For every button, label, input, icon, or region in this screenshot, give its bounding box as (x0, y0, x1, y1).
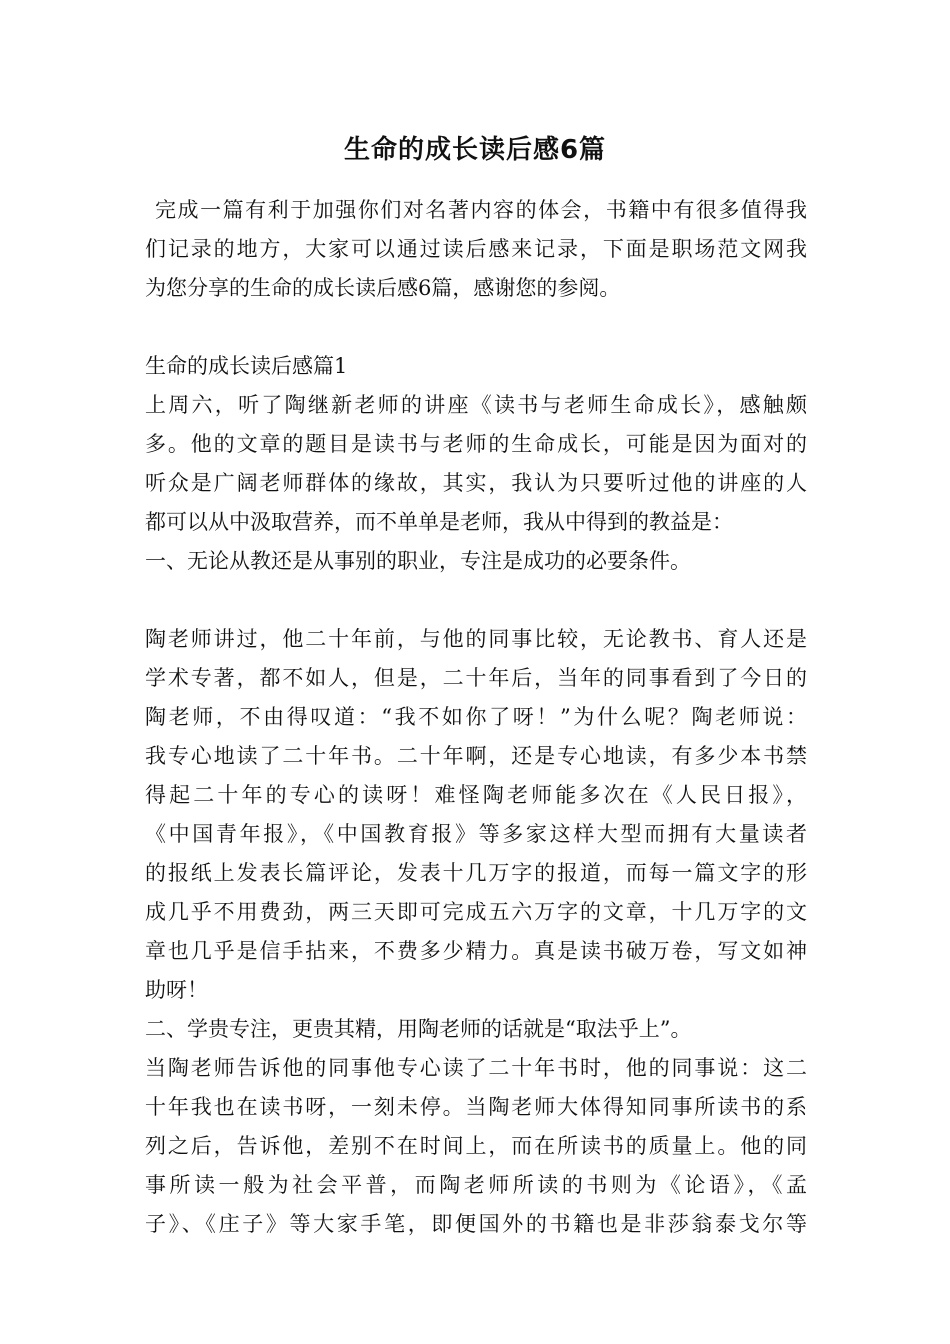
body-line: 的报纸上发表长篇评论，发表十几万字的报道，而每一篇文字的形 (145, 861, 807, 885)
body-line: 多。他的文章的题目是读书与老师的生命成长，可能是因为面对的 (145, 432, 807, 456)
body-line: 学术专著，都不如人，但是，二十年后，当年的同事看到了今日的 (145, 666, 807, 690)
body-line: 一、无论从教还是从事别的职业，专注是成功的必要条件。 (145, 549, 691, 573)
body-line: 事所读一般为社会平普，而陶老师所读的书则为《论语》，《孟 (145, 1173, 807, 1197)
body-line: 列之后，告诉他，差别不在时间上，而在所读书的质量上。他的同 (145, 1134, 807, 1158)
body-line: 成几乎不用费劲，两三天即可完成五六万字的文章，十几万字的文 (145, 900, 807, 924)
body-line: 为您分享的生命的成长读后感6篇，感谢您的参阅。 (145, 276, 621, 300)
document-body (145, 191, 807, 1244)
blank-line (145, 581, 807, 620)
blank-line (145, 308, 807, 347)
body-line: 听众是广阔老师群体的缘故，其实，我认为只要听过他的讲座的人 (145, 471, 807, 495)
body-line: 子》、《庄子》等大家手笔，即便国外的书籍也是非莎翁泰戈尔等 (145, 1212, 807, 1236)
body-line: 们记录的地方，大家可以通过读后感来记录，下面是职场范文网我 (145, 237, 807, 261)
body-line: 得起二十年的专心的读呀！难怪陶老师能多次在《人民日报》， (145, 783, 807, 807)
body-line: 当陶老师告诉他的同事他专心读了二十年书时，他的同事说：这二 (145, 1056, 807, 1080)
body-line: 我专心地读了二十年书。二十年啊，还是专心地读，有多少本书禁 (145, 744, 807, 768)
body-line: 陶老师，不由得叹道：“我不如你了呀！”为什么呢？陶老师说： (145, 705, 807, 729)
body-line: 《中国青年报》，《中国教育报》等多家这样大型而拥有大量读者 (145, 822, 807, 846)
body-line: 助呀！ (145, 978, 208, 1002)
body-line: 二、学贵专注，更贵其精，用陶老师的话就是“取法乎上”。 (145, 1017, 692, 1041)
body-line: 章也几乎是信手拈来，不费多少精力。真是读书破万卷，写文如神 (145, 939, 807, 963)
body-line: 都可以从中汲取营养，而不单单是老师，我从中得到的教益是： (145, 510, 733, 534)
body-line: 完成一篇有利于加强你们对名著内容的体会，书籍中有很多值得我 (155, 198, 807, 222)
body-line: 十年我也在读书呀，一刻未停。当陶老师大体得知同事所读书的系 (145, 1095, 807, 1119)
section-heading: 生命的成长读后感篇1 (145, 354, 348, 378)
body-line: 上周六，听了陶继新老师的讲座《读书与老师生命成长》，感触颇 (145, 393, 807, 417)
document-title: 生命的成长读后感6篇 (343, 135, 607, 165)
body-line: 陶老师讲过，他二十年前，与他的同事比较，无论教书、育人还是 (145, 627, 807, 651)
